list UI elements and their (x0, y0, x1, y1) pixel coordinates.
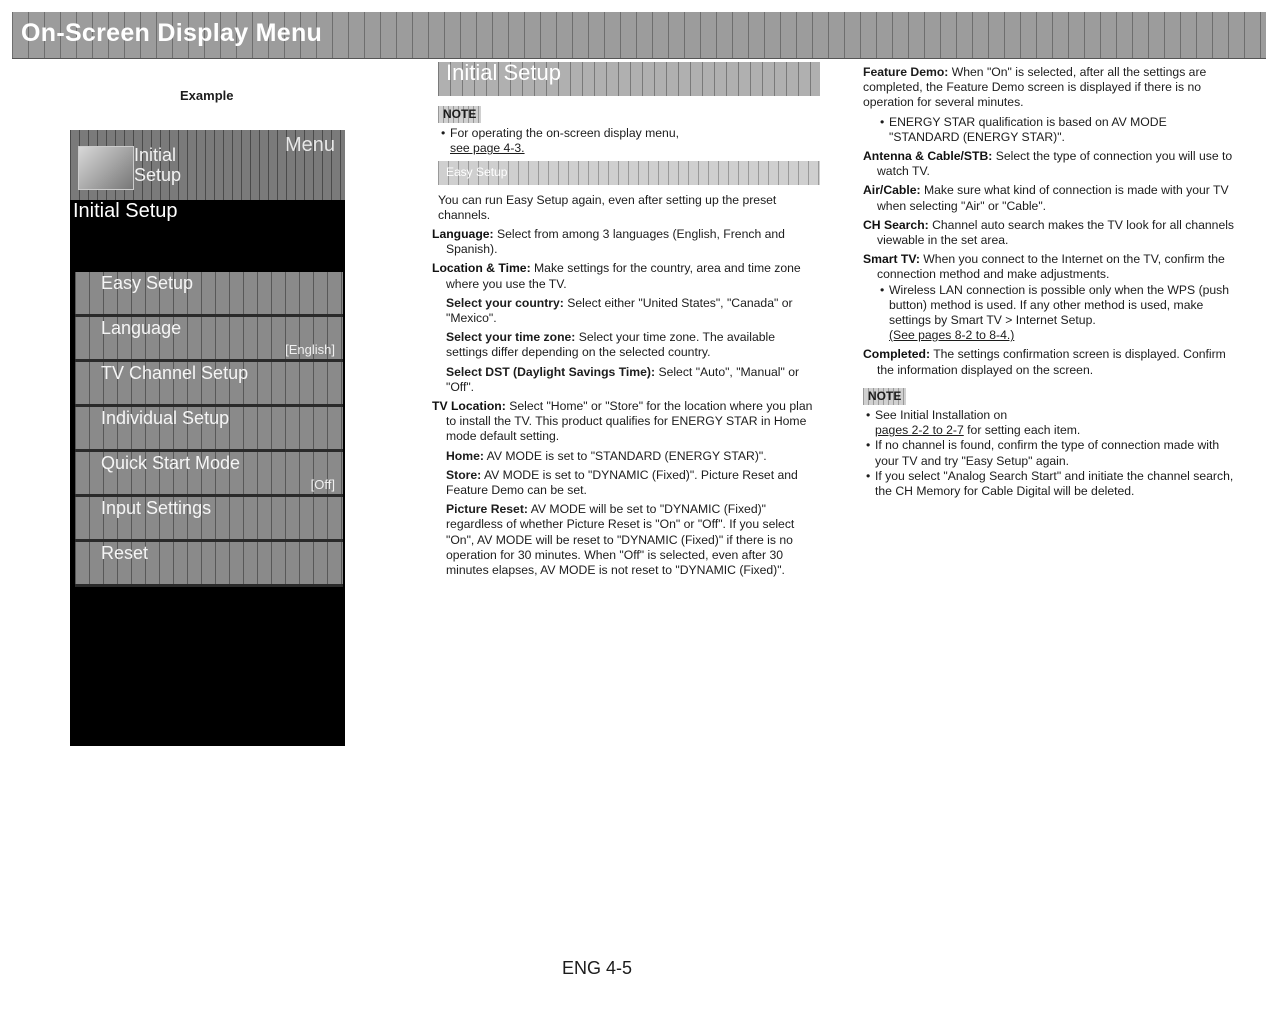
entry-picture-reset: Picture Reset: AV MODE will be set to "DYNAMIC (Fixed)" regardless of whether Picture Reset is "On" or "Off". If you select "On", AV MODE will be reset to "DYNAMIC (Fixed)" if there is no operation for 30 minutes. When "Off" is selected, even after 30 minutes elapses, AV MODE is not reset to "DYNAMIC (Fixed)". (446, 502, 795, 578)
entry-completed: Completed: The settings confirmation screen is displayed. Confirm the information displayed on the screen. (863, 347, 1226, 377)
entry-tv-location: TV Location: Select "Home" or "Store" for the location where you plan to install the TV. This product qualifies for ENERGY STAR in Home mode default setting. (432, 399, 813, 444)
see-pages-link[interactable]: (See pages 8-2 to 8-4.) (889, 328, 1015, 343)
section-title: Initial Setup (446, 60, 561, 85)
entry-ch-search: CH Search: Channel auto search makes the TV look for all channels viewable in the set area. (863, 217, 1235, 248)
entry-language: Language: Select from among 3 languages (English, French and Spanish). (432, 227, 785, 257)
smart-tv-bullet: • Wireless LAN connection is possible only when the WPS (push button) method is used. If any other method is used, make settings by Smart TV > Internet Setup. (See pages 8-2 to 8-4.) (877, 283, 1235, 344)
entry-select-dst: Select DST (Daylight Savings Time): Select "Auto", "Manual" or "Off". (446, 364, 800, 394)
note-label: NOTE (438, 106, 481, 123)
entry-antenna-cable-stb: Antenna & Cable/STB: Select the type of connection you will use to watch TV. (863, 149, 1233, 179)
tv-menu-header (70, 130, 345, 200)
note-item-1: • See Initial Installation on pages 2-2 to 2-7 for setting each item. (863, 408, 1235, 438)
tv-menu-item-reset: Reset (75, 542, 343, 587)
tv-menu-label: Menu (284, 134, 335, 156)
feature-demo-bullet: • ENERGY STAR qualification is based on AV MODE "STANDARD (ENERGY STAR)". (877, 115, 1235, 145)
middle-column (432, 60, 820, 582)
see-page-link[interactable]: see page 4-3. (450, 141, 525, 156)
easy-setup-bar: Easy Setup (438, 161, 820, 185)
tv-menu-item-tv-channel-setup: TV Channel Setup (75, 362, 343, 407)
right-column (863, 65, 1235, 499)
tv-menu-section-title: Initial Setup (73, 200, 178, 222)
note-item-3: • If you select "Analog Search Start" and initiate the channel search, the CH Memory for Cable Digital will be deleted. (863, 469, 1235, 499)
entry-home: Home: AV MODE is set to "STANDARD (ENERGY STAR)". (446, 448, 767, 463)
intro-text: You can run Easy Setup again, even after setting up the preset channels. (438, 192, 777, 222)
tv-menu-item-individual-setup: Individual Setup (75, 407, 343, 452)
tv-menu-item-input-settings: Input Settings (75, 497, 343, 542)
tv-menu-item-language: Language [English] (75, 317, 343, 362)
page-title: On-Screen Display Menu (21, 19, 323, 47)
entry-select-country: Select your country: Select either "United States", "Canada" or "Mexico". (446, 295, 793, 326)
note-label-right: NOTE (863, 388, 906, 405)
note-item: • For operating the on-screen display menu, see page 4-3. (438, 126, 820, 156)
entry-feature-demo: Feature Demo: When "On" is selected, after all the settings are completed, the Feature Demo screen is displayed if there is no operation for several minutes. (863, 65, 1207, 110)
initial-setup-section-bar (438, 62, 820, 96)
tv-menu-header-title: Initial Setup (134, 145, 182, 185)
tv-menu-item-quick-start-mode: Quick Start Mode [Off] (75, 452, 343, 497)
example-label: Example (180, 88, 234, 103)
note-item-2: • If no channel is found, confirm the type of connection made with your TV and try "Easy Setup" again. (863, 438, 1235, 468)
entry-smart-tv: Smart TV: When you connect to the Internet on the TV, confirm the connection method and make adjustments. (863, 252, 1225, 282)
entry-location-time: Location & Time: Make settings for the country, area and time zone where you use the TV. (432, 261, 801, 291)
entry-air-cable: Air/Cable: Make sure what kind of connection is made with your TV when selecting "Air" or "Cable". (863, 183, 1229, 213)
page-number: ENG 4-5 (562, 958, 633, 978)
tv-menu-screenshot (70, 130, 345, 746)
pages-link[interactable]: pages 2-2 to 2-7 (875, 423, 964, 438)
remote-icon (78, 146, 134, 190)
page-header-banner (12, 12, 1266, 59)
entry-store: Store: AV MODE is set to "DYNAMIC (Fixed)". Picture Reset and Feature Demo can be set. (446, 467, 798, 498)
entry-select-time-zone: Select your time zone: Select your time zone. The available settings differ depending on the selected country. (446, 330, 775, 360)
tv-menu-item-easy-setup: Easy Setup (75, 272, 343, 317)
